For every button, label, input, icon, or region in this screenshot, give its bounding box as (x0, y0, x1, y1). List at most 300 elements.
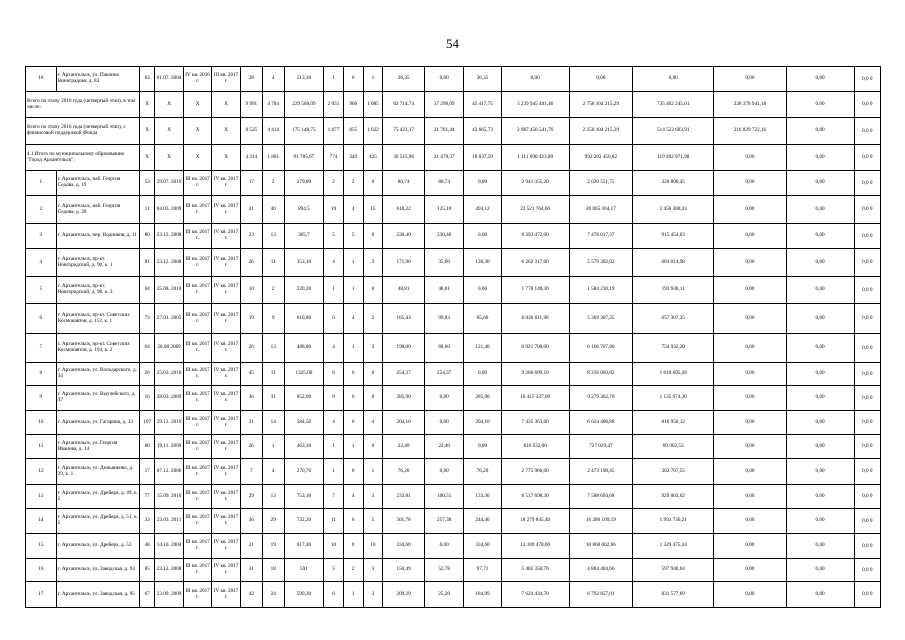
value-cell: 100,51 (424, 485, 463, 509)
summary-cell: X (212, 92, 241, 118)
value-cell: 753,10 (284, 485, 323, 509)
value-cell: 184,09 (464, 582, 501, 608)
fact-quarter-cell: IV кв. 2017 г. (212, 582, 241, 608)
value-cell: 810 956,12 (633, 411, 714, 435)
value-cell: 29 (240, 485, 262, 509)
summary-cell: 966 (343, 92, 363, 118)
value-cell: 816 032,00 (501, 435, 569, 459)
value-cell: 0,00 (786, 363, 854, 386)
summary-label: Всего по этапу 2016 года (четвертый этап), в том числе: (26, 92, 140, 118)
summary-cell: 18 037,59 (464, 145, 501, 171)
summary-cell: X (155, 118, 184, 145)
value-cell: 7 435 363,00 (501, 411, 569, 435)
value-cell: 1 (262, 435, 284, 459)
value-cell: 171,90 (383, 249, 425, 277)
fact-quarter-cell: IV кв. 2017 г. (212, 363, 241, 386)
value-cell: 8 256 003,82 (569, 363, 633, 386)
row-number: 4 (26, 249, 57, 277)
fact-quarter-cell: IV кв. 2017 г. (212, 386, 241, 411)
value-cell: 0,00 (424, 534, 463, 559)
summary-cell: 43 665,73 (464, 118, 501, 145)
year-cell: 63 (139, 67, 154, 92)
value-cell: 4 (343, 485, 363, 509)
value-cell: 1 329 475,34 (633, 534, 714, 559)
address-cell: г. Архангельск, пер. Водников, д. 11 (56, 224, 139, 249)
value-cell: 4 (324, 411, 344, 435)
address-cell: г. Архангельск, пр-кт. Новгородский, д. 90, к. 1 (56, 249, 139, 277)
fact-quarter-cell: IV кв. 2017 г. (212, 249, 241, 277)
row-number: 12 (26, 459, 57, 485)
value-cell: 0,00 (714, 67, 786, 92)
value-cell: 8 393 472,00 (501, 224, 569, 249)
value-cell: 1 135 974,30 (633, 386, 714, 411)
value-cell: 136,30 (464, 249, 501, 277)
value-cell: 36 (240, 386, 262, 411)
value-cell: 36,35 (383, 67, 425, 92)
value-cell: 254,37 (424, 363, 463, 386)
plan-quarter-cell: III кв. 2017 г. (183, 411, 212, 435)
value-cell: 915 454,63 (633, 224, 714, 249)
value-cell: 302 767,55 (633, 459, 714, 485)
flag-cell: 0,0 0 (854, 334, 880, 363)
table-row (26, 249, 881, 277)
plan-quarter-cell: III кв. 2017 г. (183, 304, 212, 334)
summary-cell: X (183, 118, 212, 145)
date-cell: 28.08 2009 (155, 334, 184, 363)
value-cell: 36 (240, 509, 262, 534)
value-cell: 1 (343, 249, 363, 277)
summary-cell: 2 987 456 541,76 (501, 118, 569, 145)
value-cell: 6 792 857,01 (569, 582, 633, 608)
value-cell: 1325,00 (284, 363, 323, 386)
value-cell: 13 (262, 334, 284, 363)
value-cell: 26 (240, 435, 262, 459)
housing-register-table (25, 66, 881, 608)
flag-cell: 0,0 0 (854, 485, 880, 509)
summary-cell: X (139, 118, 154, 145)
value-cell: 1 010 695,28 (633, 363, 714, 386)
fact-quarter-cell: IV кв. 2017 г. (212, 534, 241, 559)
value-cell: 10 (240, 277, 262, 304)
value-cell: 0,00 (714, 386, 786, 411)
value-cell: 36,35 (464, 67, 501, 92)
value-cell: 80,74 (424, 171, 463, 196)
value-cell: 0,00 (786, 435, 854, 459)
value-cell: 17 (240, 171, 262, 196)
year-cell: 11 (139, 196, 154, 224)
value-cell: 0,00 (786, 171, 854, 196)
year-cell: 17 (139, 459, 154, 485)
flag-cell: 0,0 0 (854, 534, 880, 559)
value-cell: 0,00 (424, 67, 463, 92)
value-cell: 29 (262, 509, 284, 534)
flag-cell: 0,0 0 (854, 411, 880, 435)
summary-cell: X (139, 92, 154, 118)
value-cell: 0,00 (714, 411, 786, 435)
value-cell: 683 014,98 (633, 249, 714, 277)
date-cell: 14.10. 2004 (155, 534, 184, 559)
value-cell: 41 (240, 196, 262, 224)
value-cell: 45 (240, 363, 262, 386)
value-cell: 722,20 (284, 509, 323, 534)
summary-cell: X (155, 145, 184, 171)
value-cell: 0 (363, 171, 383, 196)
value-cell: 133,30 (464, 485, 501, 509)
table-row (26, 582, 881, 608)
address-cell: г. Архангельск, ул. Дрейера, д. 51, к. 2 (56, 509, 139, 534)
value-cell: 0,00 (786, 67, 854, 92)
fact-quarter-cell: IV кв. 2017 г. (212, 224, 241, 249)
table-row (26, 485, 881, 509)
summary-cell: X (183, 92, 212, 118)
value-cell: 365,7 (284, 224, 323, 249)
summary-cell: X (139, 145, 154, 171)
summary-cell: 4 314 (240, 145, 262, 171)
value-cell: 617,40 (284, 534, 323, 559)
value-cell: 48,81 (383, 277, 425, 304)
plan-quarter-cell: IV кв. 2016 г. (183, 67, 212, 92)
value-cell: 22,40 (383, 435, 425, 459)
summary-cell: 3 239 945 401,46 (501, 92, 569, 118)
summary-cell: 514 522 603,91 (633, 118, 714, 145)
date-cell: 23.12. 2008 (155, 224, 184, 249)
row-number: 15 (26, 534, 57, 559)
address-cell: г. Архангельск, ул. Павлина Виноградова, д. 83 (56, 67, 139, 92)
value-cell: 31 (262, 386, 284, 411)
value-cell: 42 (240, 582, 262, 608)
address-cell: г. Архангельск, пр-кт. Советских Космонавтов, д. 194, к. 2 (56, 334, 139, 363)
value-cell: 193 938,11 (633, 277, 714, 304)
value-cell: 5 369 307,35 (569, 304, 633, 334)
value-cell: 0,00 (714, 509, 786, 534)
summary-row (26, 92, 881, 118)
date-cell: 07.12. 2006 (155, 459, 184, 485)
value-cell: 2 (343, 559, 363, 582)
table-row (26, 277, 881, 304)
value-cell: 754 932,20 (633, 334, 714, 363)
row-number: 9 (26, 386, 57, 411)
summary-cell: 1 877 (324, 118, 344, 145)
value-cell: 0,00 (501, 67, 569, 92)
summary-cell: 216 829 722,16 (714, 118, 786, 145)
value-cell: 165,43 (383, 304, 425, 334)
summary-cell: X (212, 145, 241, 171)
year-cell: 48 (139, 534, 154, 559)
table-row (26, 196, 881, 224)
value-cell: 204,10 (464, 411, 501, 435)
flag-cell: 0,0 0 (854, 145, 880, 171)
table-row (26, 334, 881, 363)
date-cell: 15.09. 2010 (155, 485, 184, 509)
value-cell: 8 (363, 386, 383, 411)
value-cell: 35,60 (424, 249, 463, 277)
row-number: 5 (26, 277, 57, 304)
value-cell: 220,20 (284, 277, 323, 304)
value-cell: 0,00 (714, 363, 786, 386)
year-cell: 85 (139, 559, 154, 582)
value-cell: 353,10 (284, 249, 323, 277)
flag-cell: 0,0 0 (854, 277, 880, 304)
flag-cell: 0,0 0 (854, 459, 880, 485)
value-cell: 1 (324, 67, 344, 92)
value-cell: 6 262 317,00 (501, 249, 569, 277)
table-row (26, 386, 881, 411)
value-cell: 10 (324, 534, 344, 559)
value-cell: 0,00 (464, 435, 501, 459)
date-cell: 25.08. 2010 (155, 277, 184, 304)
address-cell: г. Архангельск, наб. Георгия Седова, д. 20 (56, 196, 139, 224)
row-number: 8 (26, 363, 57, 386)
flag-cell: 0,0 0 (854, 249, 880, 277)
value-cell: 0 (343, 67, 363, 92)
plan-quarter-cell: III кв. 2017 г. (183, 435, 212, 459)
value-cell: 4 (363, 411, 383, 435)
address-cell: г. Архангельск, ул. Георгия Иванова, д. 14 (56, 435, 139, 459)
value-cell: 831 577,69 (633, 582, 714, 608)
table-row (26, 363, 881, 386)
value-cell: 2 (324, 171, 344, 196)
summary-cell: 37 298,09 (424, 92, 463, 118)
summary-cell: 735 462 245,01 (633, 92, 714, 118)
address-cell: г. Архангельск, ул. Заводская, д. 93 (56, 559, 139, 582)
plan-quarter-cell: III кв. 2017 г. (183, 559, 212, 582)
value-cell: 21 (240, 534, 262, 559)
value-cell: 150,49 (383, 559, 425, 582)
value-cell: 320 806,45 (633, 171, 714, 196)
value-cell: 0,00 (714, 249, 786, 277)
value-cell: 597 946,04 (633, 559, 714, 582)
year-cell: 33 (139, 509, 154, 534)
value-cell: 97,71 (464, 559, 501, 582)
value-cell: 230,40 (383, 224, 425, 249)
plan-quarter-cell: III кв. 2017 г. (183, 334, 212, 363)
address-cell: г. Архангельск, ул. Дрейера, д. 53 (56, 534, 139, 559)
value-cell: 5 (324, 224, 344, 249)
year-cell: 80 (139, 224, 154, 249)
value-cell: 257,38 (424, 509, 463, 534)
value-cell: 0 (343, 534, 363, 559)
value-cell: 1 584 210,19 (569, 277, 633, 304)
flag-cell: 0,0 0 (854, 559, 880, 582)
summary-row (26, 118, 881, 145)
page-number: 54 (446, 36, 459, 51)
fact-quarter-cell: IV кв. 2017 г. (212, 459, 241, 485)
year-cell: 53 (139, 171, 154, 196)
value-cell: 0 (343, 459, 363, 485)
row-number: 16 (26, 67, 57, 92)
value-cell: 3 (363, 485, 383, 509)
value-cell: 0,00 (464, 363, 501, 386)
summary-cell: 2 256 104 215,29 (569, 118, 633, 145)
table-row (26, 411, 881, 435)
value-cell: 8 517 698,30 (501, 485, 569, 509)
value-cell: 48,81 (424, 277, 463, 304)
value-cell: 6 921 700,00 (501, 334, 569, 363)
row-number: 10 (26, 411, 57, 435)
plan-quarter-cell: III кв. 2017 г. (183, 171, 212, 196)
table-row (26, 509, 881, 534)
value-cell: 65,60 (464, 304, 501, 334)
value-cell: 2 (262, 171, 284, 196)
row-number: 17 (26, 582, 57, 608)
value-cell: 99,83 (424, 304, 463, 334)
summary-cell: 228 378 941,18 (714, 92, 786, 118)
value-cell: 0,00 (786, 386, 854, 411)
flag-cell: 0,0 0 (854, 582, 880, 608)
flag-cell: 0,0 0 (854, 363, 880, 386)
value-cell: 0,00 (714, 224, 786, 249)
value-cell: 0,00 (786, 582, 854, 608)
row-number: 3 (26, 224, 57, 249)
value-cell: 3 (363, 334, 383, 363)
value-cell: 0,00 (786, 196, 854, 224)
value-cell: 68,60 (424, 334, 463, 363)
flag-cell: 0,0 0 (854, 509, 880, 534)
summary-cell: 1 881 (262, 145, 284, 171)
value-cell: 0,00 (464, 224, 501, 249)
value-cell: 929 003,62 (633, 485, 714, 509)
value-cell: 5 (343, 224, 363, 249)
summary-cell: X (155, 92, 184, 118)
address-cell: г. Архангельск, пр-кт. Советских Космонавтов, д. 112, к. 1 (56, 304, 139, 334)
summary-cell: 774 (324, 145, 344, 171)
value-cell: 14 (262, 411, 284, 435)
value-cell: 285,90 (383, 386, 425, 411)
value-cell: 2 (262, 277, 284, 304)
value-cell: 4 (262, 459, 284, 485)
year-cell: 73 (139, 304, 154, 334)
value-cell: 5 482 350,70 (501, 559, 569, 582)
flag-cell: 0,0 0 (854, 196, 880, 224)
value-cell: 285,90 (464, 386, 501, 411)
value-cell: 8 (324, 386, 344, 411)
summary-cell: 9 991 (240, 92, 262, 118)
value-cell: 1 778 148,30 (501, 277, 569, 304)
value-cell: 0 (343, 411, 363, 435)
summary-cell: X (183, 145, 212, 171)
summary-cell: 1 111 690 423,80 (501, 145, 569, 171)
value-cell: 334,60 (383, 534, 425, 559)
row-number: 11 (26, 435, 57, 459)
flag-cell: 0,0 0 (854, 224, 880, 249)
summary-cell: 4 784 (262, 92, 284, 118)
flag-cell: 0,0 0 (854, 118, 880, 145)
address-cell: г. Архангельск, ул. Дрейера, д. 49, к. 2 (56, 485, 139, 509)
flag-cell: 0,0 0 (854, 304, 880, 334)
fact-quarter-cell: IV кв. 2017 г. (212, 559, 241, 582)
date-cell: 23.12. 2008 (155, 249, 184, 277)
plan-quarter-cell: III кв. 2017 г. (183, 249, 212, 277)
value-cell: 11 (262, 249, 284, 277)
summary-cell: 39 515,96 (383, 145, 425, 171)
row-number: 2 (26, 196, 57, 224)
row-number: 16 (26, 559, 57, 582)
value-cell: 22 521 764,60 (501, 196, 569, 224)
date-cell: 19.11. 2009 (155, 435, 184, 459)
value-cell: 3 (363, 249, 383, 277)
table-row (26, 435, 881, 459)
value-cell: 19 (240, 304, 262, 334)
value-cell: 0,00 (714, 304, 786, 334)
value-cell: 1 (343, 582, 363, 608)
summary-cell: 91 785,67 (284, 145, 323, 171)
value-cell: 513,30 (284, 67, 323, 92)
value-cell: 0,00 (714, 485, 786, 509)
value-cell: 0 (363, 363, 383, 386)
value-cell: 5 579 302,02 (569, 249, 633, 277)
summary-cell: 992 203 450,82 (569, 145, 633, 171)
value-cell: 230,40 (424, 224, 463, 249)
value-cell: 0,00 (714, 435, 786, 459)
summary-cell: 1 022 (363, 118, 383, 145)
value-cell: 4 884 404,66 (569, 559, 633, 582)
value-cell: 0,00 (714, 534, 786, 559)
value-cell: 270,70 (284, 459, 323, 485)
summary-cell: 0,00 (786, 118, 854, 145)
summary-label: Всего по этапу 2016 года (четвертый этап), с финансовой поддержкой Фонда (26, 118, 140, 145)
address-cell: г. Архангельск, ул. Демьяненко, д. 29, к. 1 (56, 459, 139, 485)
value-cell: 9 (262, 304, 284, 334)
value-cell: 1 (363, 459, 383, 485)
value-cell: 125,10 (424, 196, 463, 224)
value-cell: 26 (240, 249, 262, 277)
value-cell: 0,00 (424, 459, 463, 485)
value-cell: 279,00 (284, 171, 323, 196)
value-cell: 0,00 (786, 459, 854, 485)
address-cell: г. Архангельск, ул. Володарского, д. 34 (56, 363, 139, 386)
date-cell: 23.12. 2008 (155, 559, 184, 582)
value-cell: 7 (240, 459, 262, 485)
fact-quarter-cell: IV кв. 2017 г. (212, 411, 241, 435)
value-cell: 599,30 (284, 582, 323, 608)
summary-cell: 229 568,09 (284, 92, 323, 118)
plan-quarter-cell: III кв. 2017 г. (183, 459, 212, 485)
year-cell: 80 (139, 435, 154, 459)
flag-cell: 0,0 0 (854, 386, 880, 411)
value-cell: 0,00 (714, 196, 786, 224)
summary-cell: 2 756 104 215,29 (569, 92, 633, 118)
value-cell: 15 (363, 196, 383, 224)
fact-quarter-cell: IV кв. 2017 г. (212, 277, 241, 304)
value-cell: 0,00 (464, 171, 501, 196)
row-number: 1 (26, 171, 57, 196)
value-cell: 11 (262, 363, 284, 386)
value-cell: 0,00 (714, 559, 786, 582)
value-cell: 0,00 (786, 277, 854, 304)
plan-quarter-cell: III кв. 2017 г. (183, 363, 212, 386)
value-cell: 0,00 (786, 249, 854, 277)
value-cell: 2 775 966,00 (501, 459, 569, 485)
summary-cell: 175 148,75 (284, 118, 323, 145)
value-cell: 6 624 406,88 (569, 411, 633, 435)
address-cell: г. Архангельск, ул. Гагарина, д. 33 (56, 411, 139, 435)
summary-cell: 1 085 (363, 92, 383, 118)
date-cell: 29.07. 2010 (155, 171, 184, 196)
value-cell: 894,5 (284, 196, 323, 224)
value-cell: 0 (363, 224, 383, 249)
year-cell: 64 (139, 277, 154, 304)
value-cell: 618,22 (383, 196, 425, 224)
value-cell: 40 (262, 196, 284, 224)
value-cell: 657 307,35 (633, 304, 714, 334)
plan-quarter-cell: III кв. 2017 г. (183, 386, 212, 411)
value-cell: 3 (363, 582, 383, 608)
flag-cell: 0,0 0 (854, 67, 880, 92)
value-cell: 0,00 (786, 411, 854, 435)
value-cell: 190,00 (383, 334, 425, 363)
value-cell: 9 279 362,70 (569, 386, 633, 411)
value-cell: 6 (324, 304, 344, 334)
